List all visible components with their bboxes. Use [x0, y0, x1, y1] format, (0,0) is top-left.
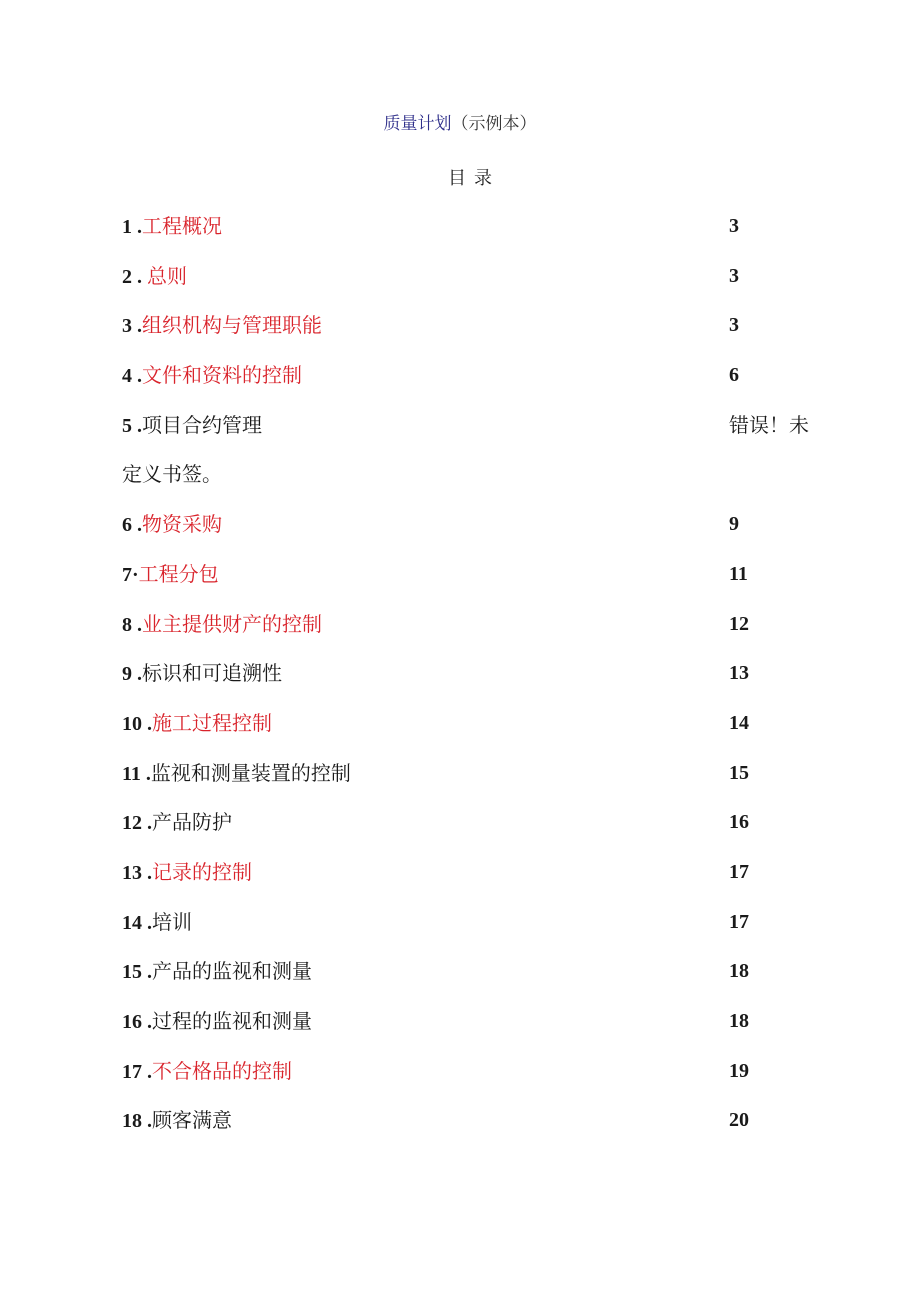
toc-entry-number: 9	[122, 663, 132, 686]
toc-entry-page: 14	[729, 711, 749, 734]
toc-entry-page: 18	[729, 960, 749, 983]
toc-entry-label: 不合格品的控制	[152, 1058, 292, 1083]
toc-entry-label: 物资采购	[142, 512, 222, 537]
toc-entry-separator: ·	[132, 563, 139, 586]
toc-entry-page: 11	[729, 562, 748, 585]
toc-entry-label: 总则	[147, 263, 187, 288]
toc-entry-separator: .	[140, 762, 151, 785]
toc-entry-label: 文件和资料的控制	[142, 363, 302, 388]
toc-entry-text	[122, 310, 322, 341]
toc-entry-number: 12	[122, 812, 142, 835]
toc-entry[interactable]	[122, 360, 842, 410]
toc-entry-number: 2	[122, 265, 132, 288]
toc-entry-label: 顾客满意	[152, 1108, 232, 1133]
toc-entry-number: 11	[122, 762, 141, 785]
toc-entry-text	[122, 509, 222, 540]
toc-entry-label: 培训	[152, 909, 192, 934]
toc-entry-separator: .	[132, 514, 142, 537]
toc-entry-number: 7	[122, 563, 132, 586]
toc-entry[interactable]	[122, 509, 842, 559]
toc-entry-separator: .	[132, 315, 142, 338]
toc-entry-text	[122, 360, 302, 391]
toc-entry-separator: .	[142, 861, 152, 884]
toc-entry-number: 15	[122, 961, 142, 984]
toc-entry-text	[122, 1105, 232, 1136]
toc-entry-page: 15	[729, 761, 749, 784]
document-title	[0, 112, 920, 136]
toc-entry-label: 工程分包	[138, 561, 219, 586]
toc-entry-separator: .	[142, 1060, 152, 1083]
toc-entry-page: 18	[729, 1010, 749, 1032]
table-of-contents	[122, 211, 842, 1155]
toc-entry-text	[122, 708, 272, 739]
toc-entry-separator: .	[142, 812, 152, 835]
toc-entry-page: 6	[729, 364, 739, 387]
toc-entry-number: 4	[122, 365, 132, 388]
toc-entry-page: 17	[729, 860, 749, 883]
toc-entry-separator: .	[142, 1011, 152, 1033]
toc-entry[interactable]	[122, 609, 842, 659]
toc-entry[interactable]	[122, 956, 842, 1006]
toc-entry-text	[122, 758, 351, 789]
toc-entry[interactable]	[122, 907, 842, 957]
toc-entry[interactable]	[122, 658, 842, 708]
toc-entry-number: 5	[122, 414, 132, 437]
toc-entry-page: 13	[729, 662, 749, 685]
toc-entry-label: 项目合约管理	[142, 412, 262, 437]
toc-entry-text	[122, 1056, 292, 1087]
toc-entry[interactable]	[122, 410, 842, 460]
toc-entry-number: 10	[122, 712, 142, 735]
toc-entry-separator: .	[142, 911, 152, 934]
toc-entry[interactable]	[122, 1056, 842, 1106]
toc-entry-text	[122, 261, 187, 292]
toc-entry[interactable]	[122, 310, 842, 360]
toc-entry[interactable]	[122, 559, 842, 609]
toc-entry-label: 标识和可追溯性	[142, 661, 282, 686]
toc-entry-text	[122, 1006, 312, 1037]
toc-entry-number: 17	[122, 1060, 142, 1083]
document-title-paren: （示例本）	[451, 114, 537, 134]
toc-entry-text	[122, 807, 232, 838]
toc-entry-text	[122, 609, 322, 640]
toc-entry-number: 8	[122, 613, 132, 636]
document-title-main: 质量计划	[383, 114, 452, 134]
toc-entry-text	[122, 956, 312, 987]
toc-entry-label: 监视和测量装置的控制	[150, 760, 351, 785]
toc-entry-label: 过程的监视和测量	[152, 1009, 312, 1033]
toc-entry[interactable]	[122, 758, 842, 808]
toc-entry-page: 9	[729, 513, 739, 536]
toc-entry-label: 业主提供财产的控制	[142, 611, 322, 636]
toc-entry-label: 产品防护	[152, 810, 232, 835]
toc-entry-text	[122, 857, 252, 888]
toc-heading: 目录	[448, 168, 500, 189]
toc-entry-label: 记录的控制	[152, 859, 252, 884]
toc-entry[interactable]	[122, 807, 842, 857]
toc-entry-number: 14	[122, 911, 142, 934]
toc-entry-separator: .	[142, 712, 152, 735]
toc-entry-number: 16	[122, 1011, 142, 1033]
toc-entry-label: 组织机构与管理职能	[142, 313, 322, 338]
toc-entry-page: 20	[729, 1109, 749, 1132]
toc-entry-number: 1	[122, 216, 132, 238]
toc-entry-separator: .	[142, 1110, 152, 1133]
toc-entry-number: 3	[122, 315, 132, 338]
toc-entry-separator: .	[132, 265, 147, 288]
toc-entry-text	[122, 211, 222, 242]
toc-entry-label: 工程概况	[142, 214, 222, 238]
toc-entry-page: 3	[729, 264, 739, 287]
toc-entry-page: 17	[729, 910, 749, 933]
toc-entry[interactable]	[122, 708, 842, 758]
toc-entry-number: 13	[122, 861, 142, 884]
toc-entry-page: 错误！未	[729, 412, 809, 437]
toc-entry-page: 3	[729, 215, 739, 237]
toc-entry-separator: .	[132, 365, 142, 388]
toc-entry-label: 施工过程控制	[152, 710, 272, 735]
toc-entry[interactable]	[122, 1006, 842, 1056]
toc-entry[interactable]	[122, 211, 842, 261]
toc-entry-text	[122, 559, 219, 590]
toc-entry-separator: .	[132, 613, 142, 636]
toc-entry-label: 产品的监视和测量	[152, 959, 312, 984]
toc-entry-page-continuation: 定义书签。	[122, 462, 222, 487]
toc-entry-separator: .	[132, 216, 142, 238]
toc-entry-text	[122, 907, 192, 938]
toc-entry-separator: .	[142, 961, 152, 984]
toc-entry-page: 19	[729, 1059, 749, 1082]
toc-entry[interactable]	[122, 261, 842, 311]
toc-entry-page: 3	[729, 314, 739, 337]
toc-entry-number: 6	[122, 514, 132, 537]
toc-entry[interactable]	[122, 857, 842, 907]
toc-entry[interactable]	[122, 1105, 842, 1155]
toc-entry-separator: .	[132, 414, 142, 437]
toc-entry-separator: .	[132, 663, 142, 686]
toc-entry-text	[122, 658, 282, 689]
toc-entry-number: 18	[122, 1110, 142, 1133]
toc-entry-text	[122, 410, 262, 441]
toc-entry-page: 16	[729, 811, 749, 834]
toc-entry-page: 12	[729, 612, 749, 635]
